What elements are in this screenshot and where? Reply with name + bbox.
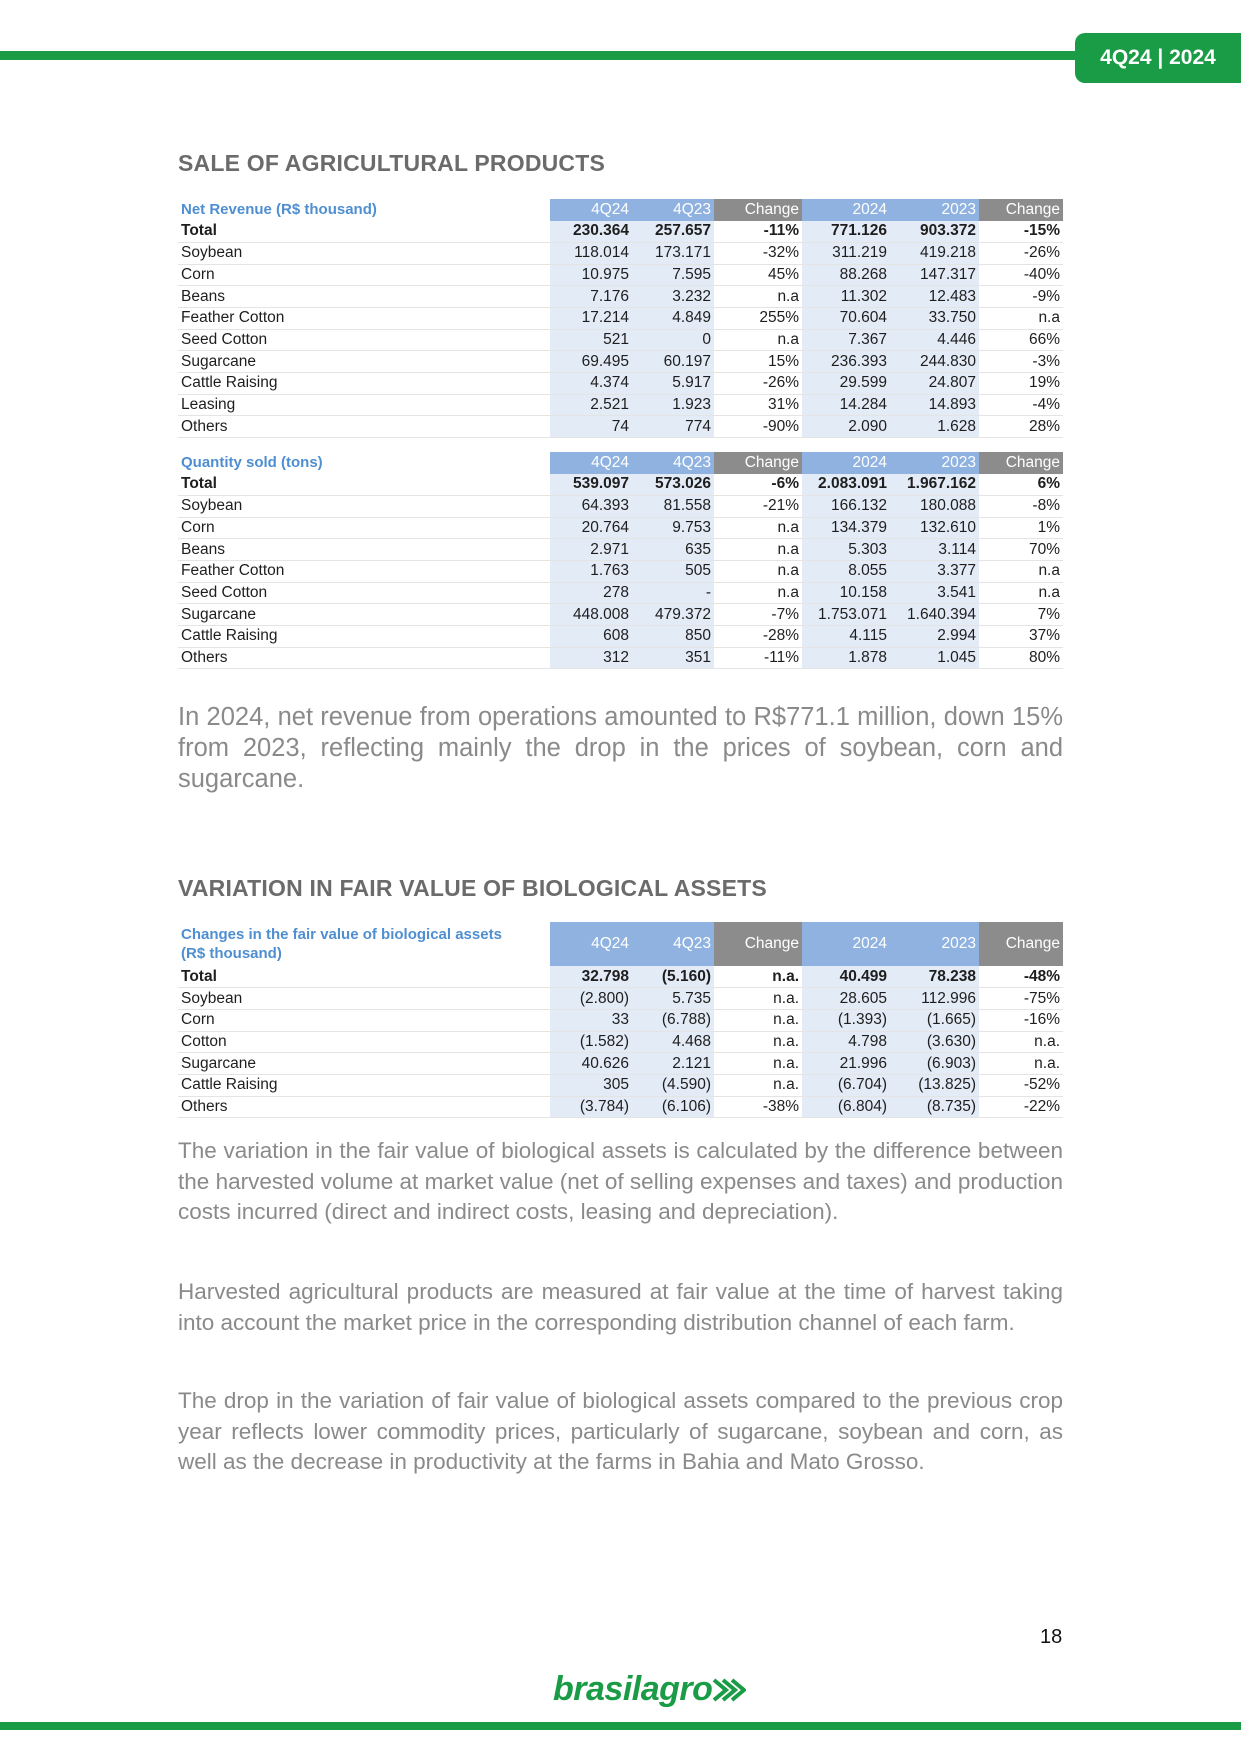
table-cell: -26% bbox=[714, 373, 802, 395]
table-cell: -28% bbox=[714, 626, 802, 648]
row-label: Soybean bbox=[178, 242, 550, 264]
table-cell: 2.121 bbox=[632, 1053, 714, 1075]
table-cell: 1.628 bbox=[890, 416, 979, 438]
row-label: Soybean bbox=[178, 495, 550, 517]
top-accent-bar bbox=[0, 51, 1085, 60]
table-row bbox=[178, 604, 1063, 626]
table-row bbox=[178, 286, 1063, 308]
table-cell: (13.825) bbox=[890, 1074, 979, 1096]
table-cell: 479.372 bbox=[632, 604, 714, 626]
column-header: Change bbox=[714, 452, 802, 474]
table-row bbox=[178, 329, 1063, 351]
row-label: Beans bbox=[178, 286, 550, 308]
table-cell: 74 bbox=[550, 416, 632, 438]
table-cell: 134.379 bbox=[802, 517, 890, 539]
table-cell: - bbox=[632, 582, 714, 604]
table-cell: -7% bbox=[714, 604, 802, 626]
table-cell: 539.097 bbox=[550, 474, 632, 496]
table-cell: 9.753 bbox=[632, 517, 714, 539]
table-cell: n.a bbox=[979, 307, 1063, 329]
table-cell: 1.640.394 bbox=[890, 604, 979, 626]
column-header: Change bbox=[714, 922, 802, 966]
table-cell: 5.303 bbox=[802, 539, 890, 561]
table-row bbox=[178, 242, 1063, 264]
row-label: Corn bbox=[178, 264, 550, 286]
logo-text: brasilagro bbox=[553, 1670, 713, 1708]
table-cell: 5.917 bbox=[632, 373, 714, 395]
page-number: 18 bbox=[1040, 1626, 1063, 1648]
table-cell: 230.364 bbox=[550, 221, 632, 243]
column-header: Change bbox=[714, 199, 802, 221]
table-cell: -8% bbox=[979, 495, 1063, 517]
table-cell: -22% bbox=[979, 1096, 1063, 1118]
table-label bbox=[178, 922, 550, 966]
table-cell: 573.026 bbox=[632, 474, 714, 496]
table-cell: (3.630) bbox=[890, 1031, 979, 1053]
table-cell: 19% bbox=[979, 373, 1063, 395]
column-header: 4Q24 bbox=[550, 452, 632, 474]
table-cell: 180.088 bbox=[890, 495, 979, 517]
section-title-fair-value: VARIATION IN FAIR VALUE OF BIOLOGICAL ASSETS bbox=[178, 875, 767, 901]
table-cell: 1.923 bbox=[632, 394, 714, 416]
table-cell: -11% bbox=[714, 647, 802, 669]
table-cell: 3.232 bbox=[632, 286, 714, 308]
row-label: Sugarcane bbox=[178, 351, 550, 373]
table-cell: 7.367 bbox=[802, 329, 890, 351]
row-label: Cattle Raising bbox=[178, 1074, 550, 1096]
column-header: 4Q23 bbox=[632, 199, 714, 221]
table-cell: 278 bbox=[550, 582, 632, 604]
table-cell: (3.784) bbox=[550, 1096, 632, 1118]
table-cell: (6.704) bbox=[802, 1074, 890, 1096]
table-row bbox=[178, 351, 1063, 373]
table-row bbox=[178, 647, 1063, 669]
table-cell: 635 bbox=[632, 539, 714, 561]
table-cell: -16% bbox=[979, 1009, 1063, 1031]
table-row bbox=[178, 373, 1063, 395]
table-cell: 0 bbox=[632, 329, 714, 351]
column-header: 2023 bbox=[890, 199, 979, 221]
table-cell: 60.197 bbox=[632, 351, 714, 373]
column-header: 2023 bbox=[890, 452, 979, 474]
fair-value-paragraph-1: The variation in the fair value of biological assets is calculated by the difference between the harvested volume at market value (net of selling expenses and taxes) and production costs incurred (direct and indirect costs, leasing and depreciation). bbox=[178, 1138, 1063, 1224]
table-cell: 132.610 bbox=[890, 517, 979, 539]
table-cell: (6.903) bbox=[890, 1053, 979, 1075]
table-cell: 17.214 bbox=[550, 307, 632, 329]
table-cell: (1.393) bbox=[802, 1009, 890, 1031]
table-cell: 4.798 bbox=[802, 1031, 890, 1053]
table-cell: 608 bbox=[550, 626, 632, 648]
table-cell: 118.014 bbox=[550, 242, 632, 264]
table-cell: 3.114 bbox=[890, 539, 979, 561]
table-cell: 419.218 bbox=[890, 242, 979, 264]
table-cell: -52% bbox=[979, 1074, 1063, 1096]
table-cell: 32.798 bbox=[550, 966, 632, 988]
logo-arrow-icon bbox=[712, 1677, 746, 1703]
table-row bbox=[178, 582, 1063, 604]
row-label: Cotton bbox=[178, 1031, 550, 1053]
table-cell: 2.521 bbox=[550, 394, 632, 416]
table-cell: 147.317 bbox=[890, 264, 979, 286]
table-cell: 1% bbox=[979, 517, 1063, 539]
row-label: Beans bbox=[178, 539, 550, 561]
row-label: Total bbox=[178, 474, 550, 496]
table-cell: 257.657 bbox=[632, 221, 714, 243]
table-cell: n.a bbox=[714, 329, 802, 351]
table-cell: n.a. bbox=[714, 1031, 802, 1053]
table-cell: 1.753.071 bbox=[802, 604, 890, 626]
table-cell: (1.665) bbox=[890, 1009, 979, 1031]
table-label: Net Revenue (R$ thousand) bbox=[178, 199, 550, 221]
table-cell: 8.055 bbox=[802, 560, 890, 582]
table-cell: n.a bbox=[714, 286, 802, 308]
table-cell: -48% bbox=[979, 966, 1063, 988]
column-header: Change bbox=[979, 452, 1063, 474]
table-cell: 4.115 bbox=[802, 626, 890, 648]
table-cell: 1.878 bbox=[802, 647, 890, 669]
table-cell: (6.106) bbox=[632, 1096, 714, 1118]
revenue-paragraph: In 2024, net revenue from operations amounted to R$771.1 million, down 15% from 2023, reflecting mainly the drop in the prices of soybean, corn and sugarcane. bbox=[178, 703, 1063, 793]
table-cell: 12.483 bbox=[890, 286, 979, 308]
table-cell: -38% bbox=[714, 1096, 802, 1118]
table-row bbox=[178, 1031, 1063, 1053]
table-cell: 1.045 bbox=[890, 647, 979, 669]
table-cell: 244.830 bbox=[890, 351, 979, 373]
table-cell: 4.849 bbox=[632, 307, 714, 329]
table-cell: 2.083.091 bbox=[802, 474, 890, 496]
table-cell: 305 bbox=[550, 1074, 632, 1096]
table-cell: (4.590) bbox=[632, 1074, 714, 1096]
table-cell: n.a bbox=[714, 582, 802, 604]
table-cell: n.a. bbox=[714, 1009, 802, 1031]
table-cell: 33.750 bbox=[890, 307, 979, 329]
table-row bbox=[178, 495, 1063, 517]
table-row bbox=[178, 539, 1063, 561]
table-cell: 2.971 bbox=[550, 539, 632, 561]
row-label: Others bbox=[178, 1096, 550, 1118]
row-label: Soybean bbox=[178, 988, 550, 1010]
table-cell: 14.284 bbox=[802, 394, 890, 416]
table-cell: 11.302 bbox=[802, 286, 890, 308]
table-cell: 15% bbox=[714, 351, 802, 373]
table-cell: n.a bbox=[714, 539, 802, 561]
table-cell: 10.975 bbox=[550, 264, 632, 286]
table-cell: -21% bbox=[714, 495, 802, 517]
column-header: 4Q24 bbox=[550, 922, 632, 966]
row-label: Corn bbox=[178, 1009, 550, 1031]
table-cell: 7.595 bbox=[632, 264, 714, 286]
table-cell: n.a. bbox=[714, 1074, 802, 1096]
table-cell: 14.893 bbox=[890, 394, 979, 416]
table-cell: 505 bbox=[632, 560, 714, 582]
table-cell: 78.238 bbox=[890, 966, 979, 988]
table-cell: 7.176 bbox=[550, 286, 632, 308]
table-cell: 29.599 bbox=[802, 373, 890, 395]
row-label: Sugarcane bbox=[178, 604, 550, 626]
table-row bbox=[178, 1074, 1063, 1096]
period-badge: 4Q24 | 2024 bbox=[1075, 33, 1241, 83]
table-cell: 2.090 bbox=[802, 416, 890, 438]
table-row bbox=[178, 988, 1063, 1010]
table-cell: 311.219 bbox=[802, 242, 890, 264]
table-cell: -6% bbox=[714, 474, 802, 496]
table-cell: -11% bbox=[714, 221, 802, 243]
table-row bbox=[178, 474, 1063, 496]
table-cell: 312 bbox=[550, 647, 632, 669]
table-row bbox=[178, 517, 1063, 539]
table-cell: -32% bbox=[714, 242, 802, 264]
table-cell: (6.788) bbox=[632, 1009, 714, 1031]
table-cell: n.a. bbox=[714, 966, 802, 988]
table-row bbox=[178, 1096, 1063, 1118]
table-cell: 173.171 bbox=[632, 242, 714, 264]
table-cell: (5.160) bbox=[632, 966, 714, 988]
bottom-accent-bar bbox=[0, 1722, 1241, 1730]
table-cell: 4.374 bbox=[550, 373, 632, 395]
column-header: Change bbox=[979, 922, 1063, 966]
table-cell: 255% bbox=[714, 307, 802, 329]
table-cell: 69.495 bbox=[550, 351, 632, 373]
row-label: Feather Cotton bbox=[178, 307, 550, 329]
table-row bbox=[178, 307, 1063, 329]
table-cell: 903.372 bbox=[890, 221, 979, 243]
table-cell: 64.393 bbox=[550, 495, 632, 517]
table-cell: 81.558 bbox=[632, 495, 714, 517]
table-cell: 448.008 bbox=[550, 604, 632, 626]
table-cell: 40.626 bbox=[550, 1053, 632, 1075]
row-label: Corn bbox=[178, 517, 550, 539]
table-cell: 66% bbox=[979, 329, 1063, 351]
fair-value-paragraph-2: Harvested agricultural products are measured at fair value at the time of harvest taking into account the market price in the corresponding distribution channel of each farm. bbox=[178, 1279, 1063, 1335]
table-cell: 70% bbox=[979, 539, 1063, 561]
column-header: 2023 bbox=[890, 922, 979, 966]
table-row bbox=[178, 1009, 1063, 1031]
table-cell: 351 bbox=[632, 647, 714, 669]
row-label: Cattle Raising bbox=[178, 626, 550, 648]
row-label: Others bbox=[178, 416, 550, 438]
table-cell: 3.377 bbox=[890, 560, 979, 582]
column-header: 2024 bbox=[802, 199, 890, 221]
table-cell: (8.735) bbox=[890, 1096, 979, 1118]
table-cell: -75% bbox=[979, 988, 1063, 1010]
table-cell: -90% bbox=[714, 416, 802, 438]
fair-value-table bbox=[178, 922, 1063, 1118]
table-row bbox=[178, 221, 1063, 243]
table-cell: 1.967.162 bbox=[890, 474, 979, 496]
brasilagro-logo bbox=[553, 1670, 746, 1709]
row-label: Others bbox=[178, 647, 550, 669]
section-title-sale: SALE OF AGRICULTURAL PRODUCTS bbox=[178, 150, 606, 176]
table-cell: 3.541 bbox=[890, 582, 979, 604]
row-label: Total bbox=[178, 966, 550, 988]
table-cell: n.a. bbox=[979, 1031, 1063, 1053]
table-cell: (6.804) bbox=[802, 1096, 890, 1118]
table-cell: 24.807 bbox=[890, 373, 979, 395]
table-cell: 21.996 bbox=[802, 1053, 890, 1075]
table-cell: 33 bbox=[550, 1009, 632, 1031]
table-cell: 70.604 bbox=[802, 307, 890, 329]
row-label: Total bbox=[178, 221, 550, 243]
row-label: Cattle Raising bbox=[178, 373, 550, 395]
table-cell: 88.268 bbox=[802, 264, 890, 286]
table-cell: -3% bbox=[979, 351, 1063, 373]
row-label: Seed Cotton bbox=[178, 329, 550, 351]
table-row bbox=[178, 264, 1063, 286]
table-cell: (2.800) bbox=[550, 988, 632, 1010]
table-row bbox=[178, 416, 1063, 438]
table-row bbox=[178, 560, 1063, 582]
table-cell: 850 bbox=[632, 626, 714, 648]
table-cell: -26% bbox=[979, 242, 1063, 264]
table-row bbox=[178, 626, 1063, 648]
table-cell: 28.605 bbox=[802, 988, 890, 1010]
table-cell: 4.446 bbox=[890, 329, 979, 351]
table-cell: 7% bbox=[979, 604, 1063, 626]
row-label: Seed Cotton bbox=[178, 582, 550, 604]
table-label-line1: Changes in the fair value of biological assets bbox=[181, 926, 502, 943]
table-cell: 20.764 bbox=[550, 517, 632, 539]
column-header: 4Q24 bbox=[550, 199, 632, 221]
column-header: 4Q23 bbox=[632, 922, 714, 966]
table-label: Quantity sold (tons) bbox=[178, 452, 550, 474]
column-header: Change bbox=[979, 199, 1063, 221]
table-cell: n.a. bbox=[979, 1053, 1063, 1075]
table-cell: 40.499 bbox=[802, 966, 890, 988]
table-cell: 6% bbox=[979, 474, 1063, 496]
quantity-sold-table bbox=[178, 452, 1063, 669]
table-cell: n.a bbox=[979, 560, 1063, 582]
row-label: Leasing bbox=[178, 394, 550, 416]
table-cell: n.a bbox=[979, 582, 1063, 604]
table-cell: 112.996 bbox=[890, 988, 979, 1010]
table-cell: 28% bbox=[979, 416, 1063, 438]
table-cell: 45% bbox=[714, 264, 802, 286]
table-cell: -9% bbox=[979, 286, 1063, 308]
table-cell: 5.735 bbox=[632, 988, 714, 1010]
column-header: 2024 bbox=[802, 452, 890, 474]
table-label-line2: (R$ thousand) bbox=[181, 945, 282, 962]
table-cell: 166.132 bbox=[802, 495, 890, 517]
table-row bbox=[178, 394, 1063, 416]
table-cell: n.a bbox=[714, 517, 802, 539]
table-cell: 31% bbox=[714, 394, 802, 416]
table-cell: 771.126 bbox=[802, 221, 890, 243]
table-cell: 236.393 bbox=[802, 351, 890, 373]
column-header: 4Q23 bbox=[632, 452, 714, 474]
net-revenue-table bbox=[178, 199, 1063, 438]
column-header: 2024 bbox=[802, 922, 890, 966]
row-label: Feather Cotton bbox=[178, 560, 550, 582]
row-label: Sugarcane bbox=[178, 1053, 550, 1075]
table-cell: 1.763 bbox=[550, 560, 632, 582]
table-row bbox=[178, 966, 1063, 988]
table-cell: 774 bbox=[632, 416, 714, 438]
table-cell: 2.994 bbox=[890, 626, 979, 648]
table-cell: 10.158 bbox=[802, 582, 890, 604]
table-cell: n.a. bbox=[714, 1053, 802, 1075]
table-cell: n.a. bbox=[714, 988, 802, 1010]
table-cell: -15% bbox=[979, 221, 1063, 243]
table-cell: n.a bbox=[714, 560, 802, 582]
fair-value-paragraph-3: The drop in the variation of fair value of biological assets compared to the previous crop year reflects lower commodity prices, particularly of sugarcane, soybean and corn, as well as the decrease in productivity at the farms in Bahia and Mato Grosso. bbox=[178, 1388, 1063, 1474]
table-cell: 37% bbox=[979, 626, 1063, 648]
table-cell: 521 bbox=[550, 329, 632, 351]
table-cell: -40% bbox=[979, 264, 1063, 286]
table-cell: 80% bbox=[979, 647, 1063, 669]
table-row bbox=[178, 1053, 1063, 1075]
table-cell: 4.468 bbox=[632, 1031, 714, 1053]
table-cell: -4% bbox=[979, 394, 1063, 416]
table-cell: (1.582) bbox=[550, 1031, 632, 1053]
